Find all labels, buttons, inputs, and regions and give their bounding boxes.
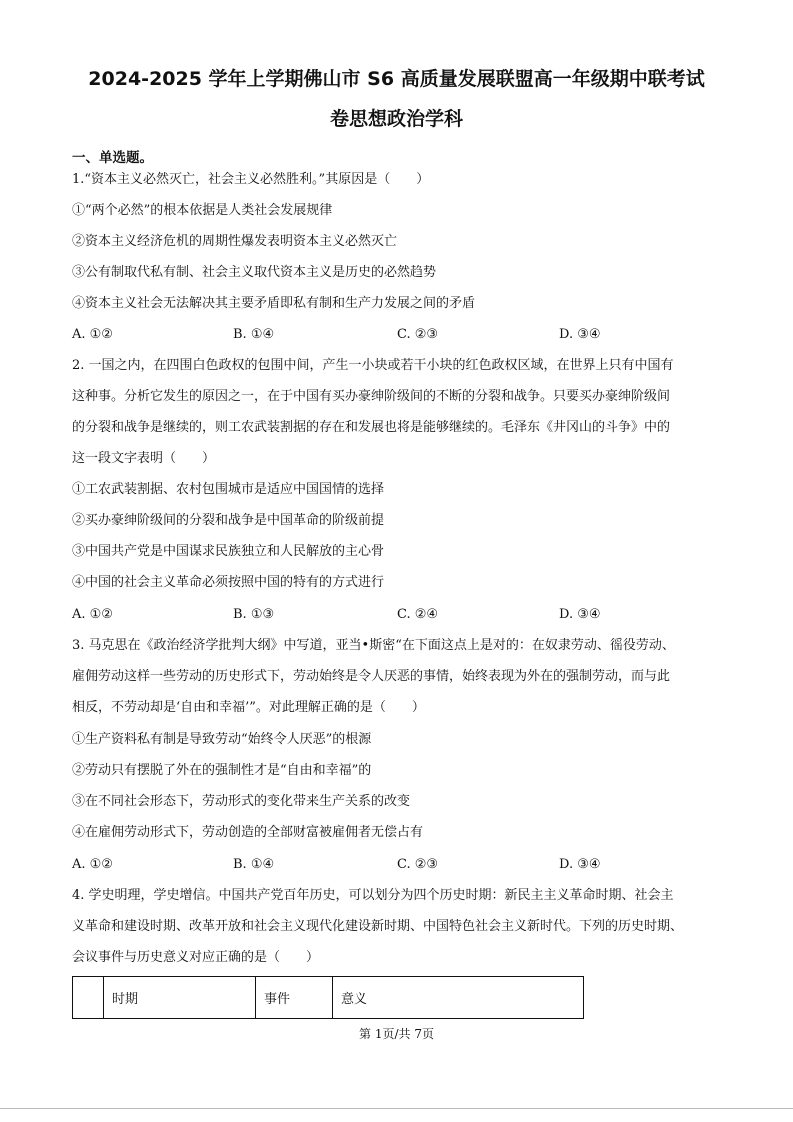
table-header-event: 事件 <box>256 977 333 1019</box>
table-header-row <box>73 977 584 1019</box>
page-bottom-divider <box>0 1108 793 1109</box>
option-a: A. ①② <box>72 327 113 342</box>
question-3-stem-line-1: 3. 马克思在《政治经济学批判大纲》中写道，亚当•斯密“在下面这点上是对的：在奴隶劳动、徭役劳动、 <box>72 638 675 653</box>
question-1-stem: 1.“资本主义必然灭亡，社会主义必然胜利。”其原因是（ ） <box>72 172 430 187</box>
question-3-statement-1: ①生产资料私有制是导致劳动“始终令人厌恶”的根源 <box>72 732 372 747</box>
table-header-significance: 意义 <box>333 977 584 1019</box>
option-b: B. ①④ <box>233 327 275 342</box>
option-a: A. ①② <box>72 607 113 622</box>
question-3-statement-4: ④在雇佣劳动形式下，劳动创造的全部财富被雇佣者无偿占有 <box>72 825 424 840</box>
question-3-stem-line-2: 雇佣劳动这样一些劳动的历史形式下，劳动始终是令人厌恶的事情，始终表现为外在的强制劳动，而与此 <box>72 669 671 684</box>
question-4-stem-line-1: 4. 学史明理，学史增信。中国共产党百年历史，可以划分为四个历史时期：新民主主义革命时期、社会主 <box>72 888 674 903</box>
question-2-statement-1: ①工农武装割据、农村包围城市是适应中国国情的选择 <box>72 482 385 497</box>
option-d: D. ③④ <box>559 857 601 872</box>
table-header-period: 时期 <box>104 977 256 1019</box>
document-title: 2024-2025 学年上学期佛山市 S6 高质量发展联盟高一年级期中联考试 <box>88 68 705 90</box>
document-title-continued: 卷思想政治学科 <box>329 108 463 130</box>
question-2-stem-line-2: 这种事。分析它发生的原因之一，在于中国有买办豪绅阶级间的不断的分裂和战争。只要买办豪绅阶级间 <box>72 389 671 404</box>
option-c: C. ②④ <box>397 607 439 622</box>
question-1-statement-1: ①“两个必然”的根本依据是人类社会发展规律 <box>72 203 333 218</box>
option-d: D. ③④ <box>559 327 601 342</box>
question-1-statement-4: ④资本主义社会无法解决其主要矛盾即私有制和生产力发展之间的矛盾 <box>72 296 476 311</box>
question-2-statement-4: ④中国的社会主义革命必须按照中国的特有的方式进行 <box>72 575 385 590</box>
question-2-statement-3: ③中国共产党是中国谋求民族独立和人民解放的主心骨 <box>72 544 385 559</box>
question-4-table <box>72 976 584 1019</box>
question-1-statement-3: ③公有制取代私有制、社会主义取代资本主义是历史的必然趋势 <box>72 265 437 280</box>
question-2-options <box>72 607 712 623</box>
question-1-statement-2: ②资本主义经济危机的周期性爆发表明资本主义必然灭亡 <box>72 234 398 249</box>
question-3-statement-2: ②劳动只有摆脱了外在的强制性才是“自由和幸福”的 <box>72 763 372 778</box>
option-c: C. ②③ <box>397 327 439 342</box>
question-2-stem-line-4: 这一段文字表明（ ） <box>72 451 216 466</box>
question-2-stem-line-1: 2. 一国之内，在四围白色政权的包围中间，产生一小块或若干小块的红色政权区域，在世界上只有中国有 <box>72 358 674 373</box>
table-header-index <box>73 977 104 1019</box>
question-2-stem-line-3: 的分裂和战争是继续的，则工农武装割据的存在和发展也将是能够继续的。毛泽东《井冈山的斗争》中的 <box>72 420 671 435</box>
question-3-options <box>72 857 712 873</box>
option-c: C. ②③ <box>397 857 439 872</box>
page-footer: 第 1页/共 7页 <box>359 1027 434 1041</box>
question-1-options <box>72 327 712 343</box>
question-4-stem-line-3: 会议事件与历史意义对应正确的是（ ） <box>72 950 320 965</box>
option-a: A. ①② <box>72 857 113 872</box>
question-2-statement-2: ②买办豪绅阶级间的分裂和战争是中国革命的阶级前提 <box>72 513 385 528</box>
question-3-stem-line-3: 相反，不劳动却是‘自由和幸福’”。对此理解正确的是（ ） <box>72 700 425 715</box>
question-3-statement-3: ③在不同社会形态下，劳动形式的变化带来生产关系的改变 <box>72 794 411 809</box>
option-b: B. ①③ <box>233 607 275 622</box>
option-d: D. ③④ <box>559 607 601 622</box>
option-b: B. ①④ <box>233 857 275 872</box>
section-heading: 一、单选题。 <box>72 150 153 166</box>
question-4-stem-line-2: 义革命和建设时期、改革开放和社会主义现代化建设新时期、中国特色社会主义新时代。下列的历史时期、 <box>72 919 684 934</box>
